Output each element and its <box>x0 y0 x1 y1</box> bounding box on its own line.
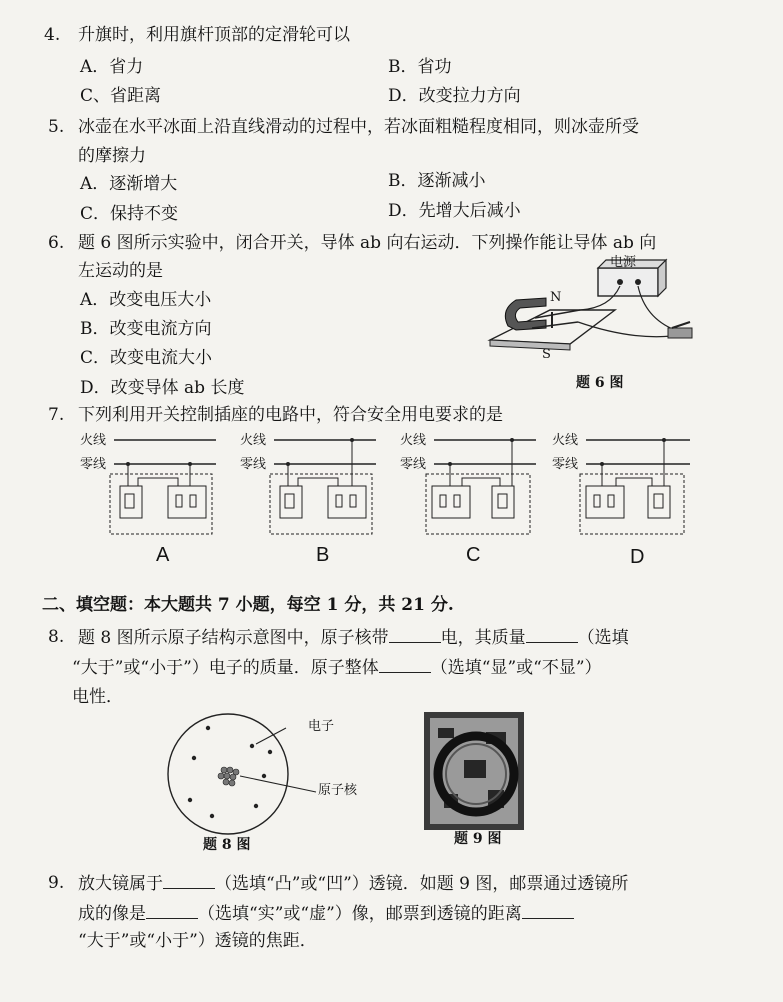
q5-option-d: D．先增大后减小 <box>388 201 521 221</box>
q6-option-b: B．改变电流方向 <box>80 319 212 339</box>
q9-text-3: 成的像是 <box>78 904 146 924</box>
q8-electron-label: 电子 <box>308 719 335 734</box>
q7-b-neutral-label: 零线 <box>240 457 267 472</box>
q5-stem-line1: 冰壶在水平冰面上沿直线滑动的过程中，若冰面粗糙程度相同，则冰壶所受 <box>78 117 639 137</box>
q8-blank-1[interactable] <box>389 626 441 643</box>
q9-line1 <box>78 872 628 895</box>
q8-text-1: 题 8 图所示原子结构示意图中，原子核带 <box>78 628 389 648</box>
q8-nucleus-label: 原子核 <box>318 783 358 798</box>
q6-option-d: D．改变导体 ab 长度 <box>80 378 245 398</box>
q8-blank-3[interactable] <box>379 656 431 673</box>
q8-text-2: 电，其质量 <box>440 628 526 648</box>
q8-number: 8. <box>48 627 65 647</box>
q6-stem-line2: 左运动的是 <box>78 261 163 281</box>
q9-text-4: （选填“实”或“虚”）像，邮票到透镜的距离 <box>198 904 522 924</box>
q9-line3: “大于”或“小于”）透镜的焦距． <box>78 931 317 951</box>
q8-text-3: （选填 <box>577 628 629 648</box>
q6-caption: 题 6 图 <box>576 375 624 391</box>
q4-option-c: C、省距离 <box>80 86 162 106</box>
q8-line1 <box>78 626 629 649</box>
q6-number: 6. <box>48 233 65 253</box>
q4-option-d: D．改变拉力方向 <box>388 86 521 106</box>
q7-c-diagram <box>400 428 540 538</box>
q8-text-5: （选填“显”或“不显”） <box>430 658 602 678</box>
q4-stem: 升旗时，利用旗杆顶部的定滑轮可以 <box>78 25 350 45</box>
q4-number: 4. <box>44 25 61 45</box>
q5-stem-line2: 的摩擦力 <box>78 146 146 166</box>
q6-south-label: S <box>542 347 551 362</box>
q4-option-b: B．省功 <box>388 57 452 77</box>
q8-line2 <box>72 656 602 679</box>
q7-a-live-label: 火线 <box>80 433 107 448</box>
section-2-heading: 二、填空题：本大题共 7 小题，每空 1 分，共 21 分. <box>42 595 454 615</box>
q7-stem: 下列利用开关控制插座的电路中，符合安全用电要求的是 <box>78 405 503 425</box>
q5-option-a: A．逐渐增大 <box>80 174 178 194</box>
q7-c-live-label: 火线 <box>400 433 427 448</box>
q7-c-neutral-label: 零线 <box>400 457 427 472</box>
q7-a-diagram <box>80 428 220 538</box>
q8-blank-2[interactable] <box>526 626 578 643</box>
q7-label-d: D <box>630 546 645 568</box>
q9-lens-figure <box>424 712 524 830</box>
q6-stem-line1: 题 6 图所示实验中，闭合开关，导体 ab 向右运动．下列操作能让导体 ab 向 <box>78 233 657 253</box>
q7-label-c: C <box>466 544 481 566</box>
q9-caption: 题 9 图 <box>454 831 502 847</box>
q5-number: 5. <box>48 117 65 137</box>
q5-option-c: C．保持不变 <box>80 204 179 224</box>
q7-b-live-label: 火线 <box>240 433 267 448</box>
q7-label-b: B <box>316 544 330 566</box>
q7-number: 7. <box>48 405 65 425</box>
q8-text-4: “大于”或“小于”）电子的质量．原子整体 <box>72 658 379 678</box>
q5-option-b: B．逐渐减小 <box>388 171 486 191</box>
q7-d-live-label: 火线 <box>552 433 579 448</box>
q7-label-a: A <box>156 544 170 566</box>
q7-d-neutral-label: 零线 <box>552 457 579 472</box>
q8-line3: 电性． <box>72 687 123 707</box>
q9-blank-2[interactable] <box>146 902 198 919</box>
q6-option-a: A．改变电压大小 <box>80 290 212 310</box>
q9-line2 <box>78 902 574 925</box>
q6-north-label: N <box>550 290 562 305</box>
q7-b-diagram <box>240 428 380 538</box>
q7-a-neutral-label: 零线 <box>80 457 107 472</box>
q9-number: 9. <box>48 873 65 893</box>
q9-blank-3[interactable] <box>522 902 574 919</box>
q9-blank-1[interactable] <box>163 872 215 889</box>
q8-caption: 题 8 图 <box>203 837 251 853</box>
q6-power-label: 电源 <box>610 255 637 270</box>
q6-option-c: C．改变电流大小 <box>80 348 213 368</box>
q7-d-diagram <box>552 428 692 538</box>
q4-option-a: A．省力 <box>80 57 144 77</box>
q9-text-2: （选填“凸”或“凹”）透镜．如题 9 图，邮票通过透镜所 <box>215 874 629 894</box>
q9-text-1: 放大镜属于 <box>78 874 163 894</box>
